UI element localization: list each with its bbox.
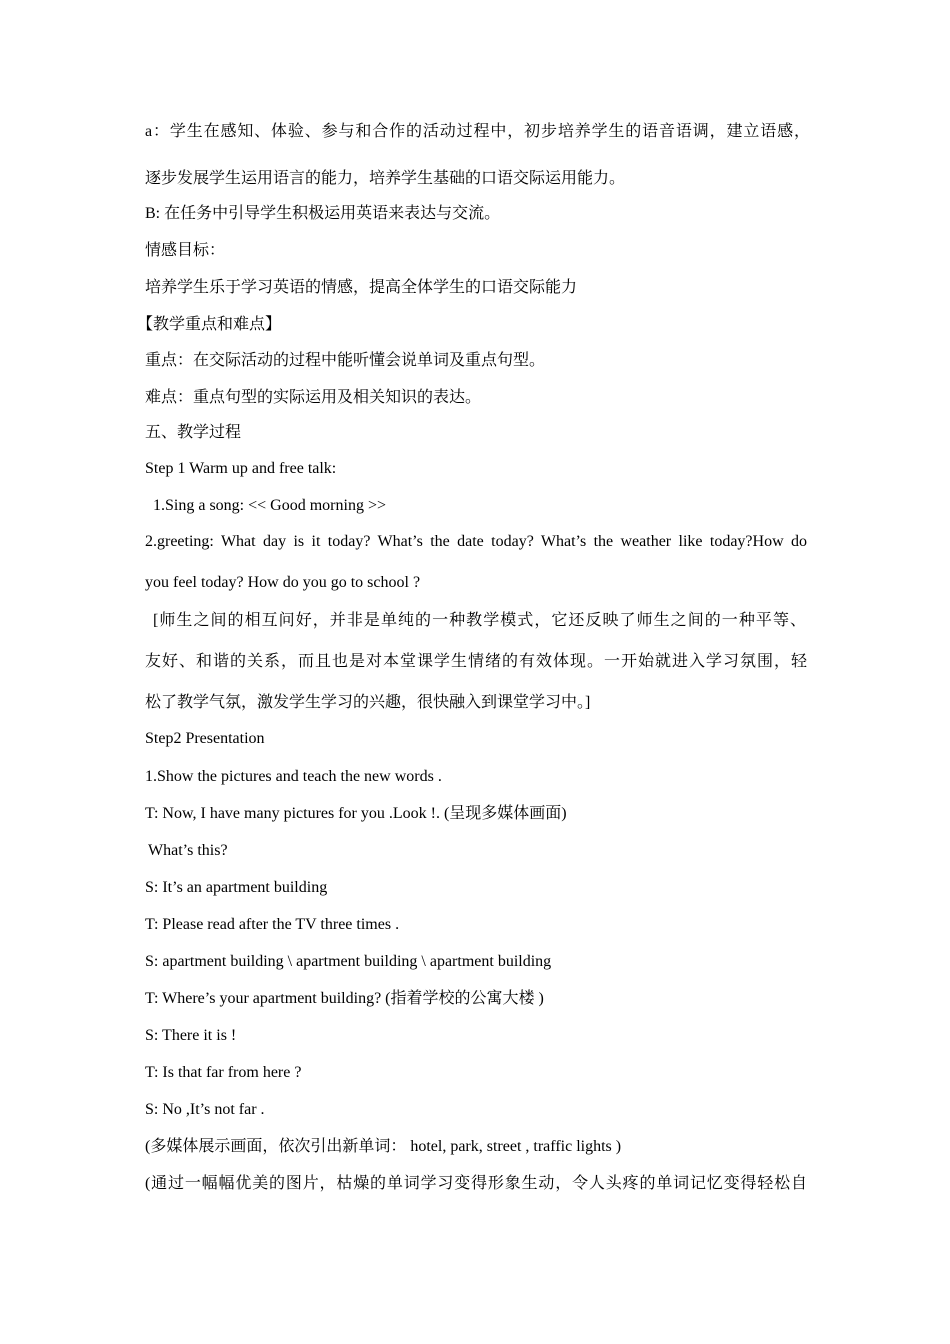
text-line: 难点：重点句型的实际运用及相关知识的表达。 [145, 389, 482, 406]
text-line: 1.Sing a song: << Good morning >> [153, 497, 386, 514]
section-heading: 【教学重点和难点】 [137, 316, 282, 333]
step-heading: Step 1 Warm up and free talk: [145, 460, 337, 477]
text-line: [师生之间的相互问好，并非是单纯的一种教学模式，它还反映了师生之间的一种平等、 [153, 612, 806, 629]
text-line: (通过一幅幅优美的图片，枯燥的单词学习变得形象生动，令人头疼的单词记忆变得轻松自 [145, 1175, 807, 1192]
text-line: B: 在任务中引导学生积极运用英语来表达与交流。 [145, 205, 501, 222]
dialogue-line: S: There it is ! [145, 1027, 237, 1044]
text-line: 2.greeting: What day is it today? What’s the date today? What’s the weather like today?How do [145, 533, 807, 550]
dialogue-line: S: It’s an apartment building [145, 879, 328, 896]
dialogue-line: T: Please read after the TV three times . [145, 916, 400, 933]
text-line: a：学生在感知、体验、参与和合作的活动过程中，初步培养学生的语音语调，建立语感， [145, 123, 810, 140]
text-line: 逐步发展学生运用语言的能力，培养学生基础的口语交际运用能力。 [145, 170, 626, 187]
text-line: 松了教学气氛，激发学生学习的兴趣，很快融入到课堂学习中。] [145, 694, 591, 711]
text-line: you feel today? How do you go to school ? [145, 574, 421, 591]
text-line: 友好、和谐的关系，而且也是对本堂课学生情绪的有效体现。一开始就进入学习氛围，轻 [145, 653, 807, 670]
section-heading: 五、教学过程 [145, 424, 242, 441]
step-heading: Step2 Presentation [145, 730, 265, 747]
dialogue-line: S: No ,It’s not far . [145, 1101, 265, 1118]
dialogue-line: What’s this? [148, 842, 228, 859]
text-line: 培养学生乐于学习英语的情感，提高全体学生的口语交际能力 [145, 279, 578, 296]
dialogue-line: S: apartment building \ apartment building \ apartment building [145, 953, 552, 970]
section-heading: 情感目标： [145, 242, 226, 259]
dialogue-line: T: Is that far from here ? [145, 1064, 302, 1081]
dialogue-line: T: Where’s your apartment building? (指着学校的公寓大楼 ) [145, 990, 544, 1007]
dialogue-line: T: Now, I have many pictures for you .Look !. (呈现多媒体画面) [145, 805, 567, 822]
text-line: 1.Show the pictures and teach the new words . [145, 768, 442, 785]
text-line: 重点：在交际活动的过程中能听懂会说单词及重点句型。 [145, 352, 546, 369]
text-line: (多媒体展示画面，依次引出新单词： hotel, park, street , traffic lights ) [145, 1138, 622, 1155]
